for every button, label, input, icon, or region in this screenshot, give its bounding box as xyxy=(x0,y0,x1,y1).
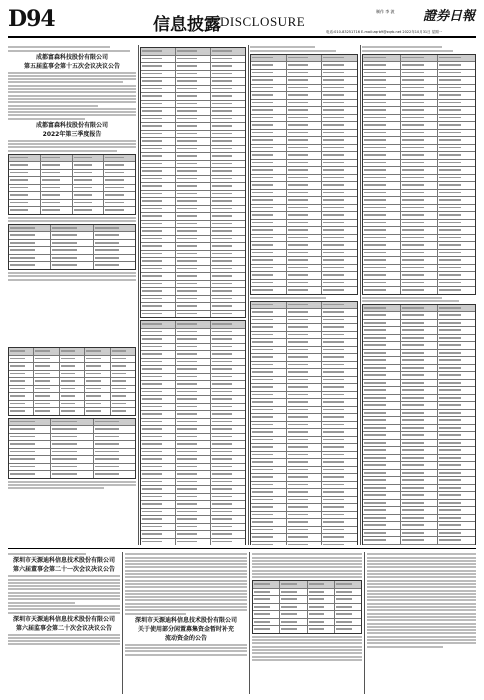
article-title: 深圳市天源迪科信息技术股份有限公司 xyxy=(12,557,115,565)
contact-line: 电话:010-83251716 E-mail:zqrb9@zqrb.net 2022年10月31日 星期一 xyxy=(326,30,443,34)
data-table xyxy=(8,154,136,215)
newspaper-logo: 證券日報 xyxy=(423,9,476,24)
column-left-mid xyxy=(8,345,136,545)
article-title: 深圳市天源迪科信息技术股份有限公司 xyxy=(12,615,115,623)
article-subtitle: 流动资金的公告 xyxy=(164,634,207,642)
financial-table xyxy=(140,47,246,318)
section-title-en: DISCLOSURE xyxy=(220,14,306,29)
article-title: 成都富森科技股份有限公司 xyxy=(35,53,108,61)
column-left-top xyxy=(8,45,136,345)
section-title-cn: 信息披露 xyxy=(153,15,221,35)
financial-table xyxy=(362,304,476,545)
page-header xyxy=(8,4,476,42)
article-title: 深圳市天源迪科信息技术股份有限公司 xyxy=(134,616,237,624)
financial-table xyxy=(250,301,358,545)
bottom-col-4 xyxy=(367,552,476,694)
financial-table xyxy=(140,320,246,545)
article-subtitle: 第六届监事会第二十次会议决议公告 xyxy=(15,624,112,632)
article-subtitle: 关于使用部分闲置募集资金暂时补充 xyxy=(137,625,234,633)
article-title: 成都富森科技股份有限公司 xyxy=(35,121,108,129)
page-number: D94 xyxy=(8,6,55,32)
data-table xyxy=(8,347,136,416)
data-table xyxy=(8,224,136,270)
column-2 xyxy=(140,45,246,545)
bottom-col-1 xyxy=(8,552,120,694)
column-3 xyxy=(250,45,358,545)
article-subtitle: 第六届董事会第二十一次会议决议公告 xyxy=(12,566,115,574)
financial-table xyxy=(250,54,358,295)
article-subtitle: 2022年第三季度报告 xyxy=(42,130,102,138)
bottom-col-3 xyxy=(252,552,362,694)
article-subtitle: 第五届监事会第十五次会议决议公告 xyxy=(23,62,120,70)
header-rule xyxy=(8,36,476,38)
editor-credit: 制作 李 波 xyxy=(376,9,395,14)
data-table xyxy=(252,580,362,634)
column-4 xyxy=(362,45,476,545)
financial-table xyxy=(362,54,476,295)
bottom-col-2 xyxy=(125,552,247,694)
data-table xyxy=(8,418,136,479)
